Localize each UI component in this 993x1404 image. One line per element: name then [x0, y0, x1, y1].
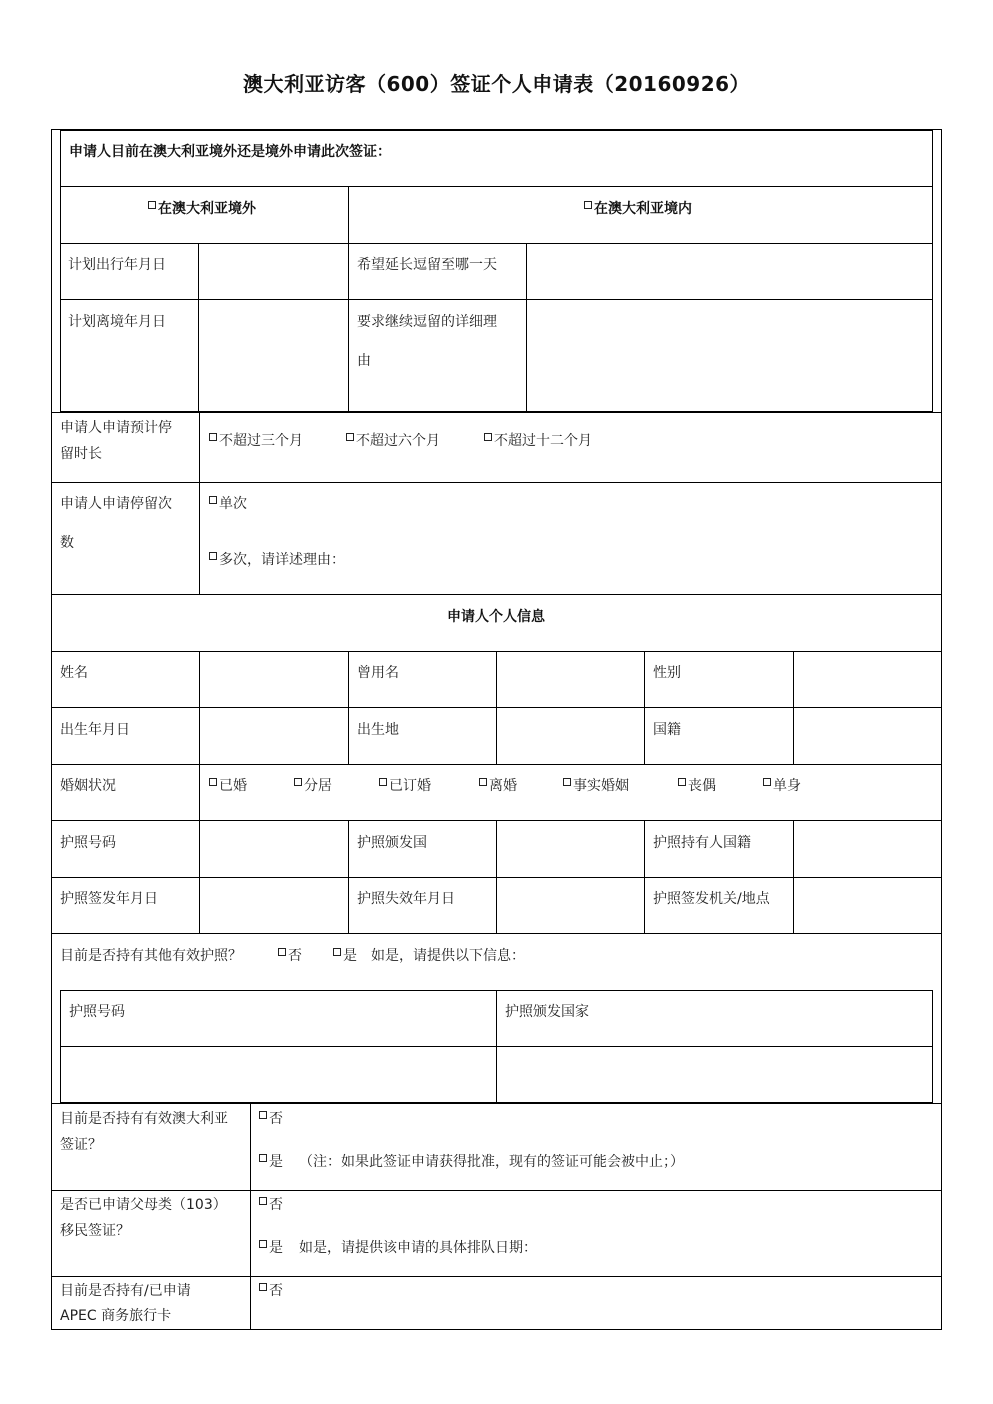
name-field[interactable] [200, 652, 348, 707]
other-passport-no-field[interactable] [61, 1047, 496, 1102]
expiry-date-label: 护照失效年月日 [357, 891, 455, 907]
parent-visa-hint: 如是，请提供该申请的具体排队日期： [299, 1240, 537, 1256]
checkbox-married[interactable]: 已婚 [209, 775, 247, 795]
extend-reason-field[interactable] [527, 300, 932, 412]
issue-date-label: 护照签发年月日 [60, 891, 158, 907]
personal-info-header: 申请人个人信息 [447, 609, 545, 625]
dob-label: 出生年月日 [60, 722, 130, 738]
other-passport-hint: 如是，请提供以下信息： [371, 948, 525, 964]
holder-nationality-field[interactable] [794, 821, 941, 877]
extend-until-label: 希望延长逗留至哪一天 [357, 257, 497, 273]
dob-field[interactable] [200, 708, 348, 764]
plan-depart-field[interactable] [199, 244, 348, 299]
plan-leave-field[interactable] [199, 300, 348, 412]
birthplace-field[interactable] [497, 708, 644, 764]
checkbox-outside-australia[interactable]: 在澳大利亚境外 [148, 198, 256, 218]
extend-reason-label-line2: 由 [357, 353, 371, 369]
apec-label-line2: APEC 商务旅行卡 [60, 1308, 172, 1324]
nationality-label: 国籍 [653, 722, 681, 738]
issue-date-field[interactable] [200, 878, 348, 933]
apec-label-line1: 目前是否持有/已申请 [60, 1283, 191, 1299]
issue-authority-field[interactable] [794, 878, 941, 933]
former-name-field[interactable] [497, 652, 644, 707]
form-title: 澳大利亚访客（600）签证个人申请表（20160926） [242, 72, 751, 96]
marital-label: 婚姻状况 [60, 778, 116, 794]
former-name-label: 曾用名 [357, 665, 399, 681]
checkbox-separated[interactable]: 分居 [294, 775, 332, 795]
passport-country-label: 护照颁发国 [357, 835, 427, 851]
checkbox-inside-australia[interactable]: 在澳大利亚境内 [584, 198, 692, 218]
issue-authority-label: 护照签发机关/地点 [653, 891, 770, 907]
location-question: 申请人目前在澳大利亚境外还是境外申请此次签证： [69, 144, 391, 160]
passport-no-field[interactable] [200, 821, 348, 877]
checkbox-divorced[interactable]: 离婚 [479, 775, 517, 795]
checkbox-other-passport-no[interactable]: 否 [278, 945, 302, 965]
checkbox-duration-12-months[interactable]: 不超过十二个月 [484, 430, 592, 450]
checkbox-parent-visa-yes[interactable]: 是 [259, 1237, 283, 1257]
gender-label: 性别 [653, 665, 681, 681]
checkbox-aus-visa-no[interactable]: 否 [259, 1108, 283, 1128]
checkbox-widowed[interactable]: 丧偶 [678, 775, 716, 795]
gender-field[interactable] [794, 652, 941, 707]
aus-visa-note: （注：如果此签证申请获得批准，现有的签证可能会被中止；） [299, 1154, 684, 1170]
parent-visa-label-line2: 移民签证？ [60, 1223, 130, 1239]
checkbox-aus-visa-yes[interactable]: 是 [259, 1151, 283, 1171]
entries-label-line1: 申请人申请停留次 [60, 496, 172, 512]
checkbox-parent-visa-no[interactable]: 否 [259, 1194, 283, 1214]
holder-nationality-label: 护照持有人国籍 [653, 835, 751, 851]
checkbox-engaged[interactable]: 已订婚 [379, 775, 431, 795]
birthplace-label: 出生地 [357, 722, 399, 738]
extend-until-field[interactable] [527, 244, 932, 299]
checkbox-duration-6-months[interactable]: 不超过六个月 [346, 430, 440, 450]
parent-visa-label-line1: 是否已申请父母类（103） [60, 1197, 227, 1213]
checkbox-single[interactable]: 单身 [763, 775, 801, 795]
expiry-date-field[interactable] [497, 878, 644, 933]
checkbox-apec-no[interactable]: 否 [259, 1280, 283, 1300]
name-label: 姓名 [60, 665, 88, 681]
passport-country-field[interactable] [497, 821, 644, 877]
plan-leave-label: 计划离境年月日 [68, 314, 166, 330]
checkbox-multiple-entry[interactable]: 多次，请详述理由： [209, 549, 345, 569]
duration-label-line1: 申请人申请预计停 [60, 420, 172, 436]
passport-no-label: 护照号码 [60, 835, 116, 851]
other-passport-question: 目前是否持有其他有效护照？ [60, 948, 242, 964]
duration-label-line2: 留时长 [60, 446, 102, 462]
extend-reason-label-line1: 要求继续逗留的详细理 [357, 314, 497, 330]
other-passport-country-header: 护照颁发国家 [505, 1004, 589, 1020]
aus-visa-label-line1: 目前是否持有有效澳大利亚 [60, 1111, 228, 1127]
aus-visa-label-line2: 签证？ [60, 1137, 102, 1153]
plan-depart-label: 计划出行年月日 [68, 257, 166, 273]
other-passport-country-field[interactable] [497, 1047, 932, 1102]
checkbox-single-entry[interactable]: 单次 [209, 493, 247, 513]
checkbox-de-facto[interactable]: 事实婚姻 [563, 775, 629, 795]
entries-label-line2: 数 [60, 535, 74, 551]
checkbox-other-passport-yes[interactable]: 是 [333, 945, 357, 965]
nationality-field[interactable] [794, 708, 941, 764]
checkbox-duration-3-months[interactable]: 不超过三个月 [209, 430, 303, 450]
other-passport-no-header: 护照号码 [69, 1004, 125, 1020]
